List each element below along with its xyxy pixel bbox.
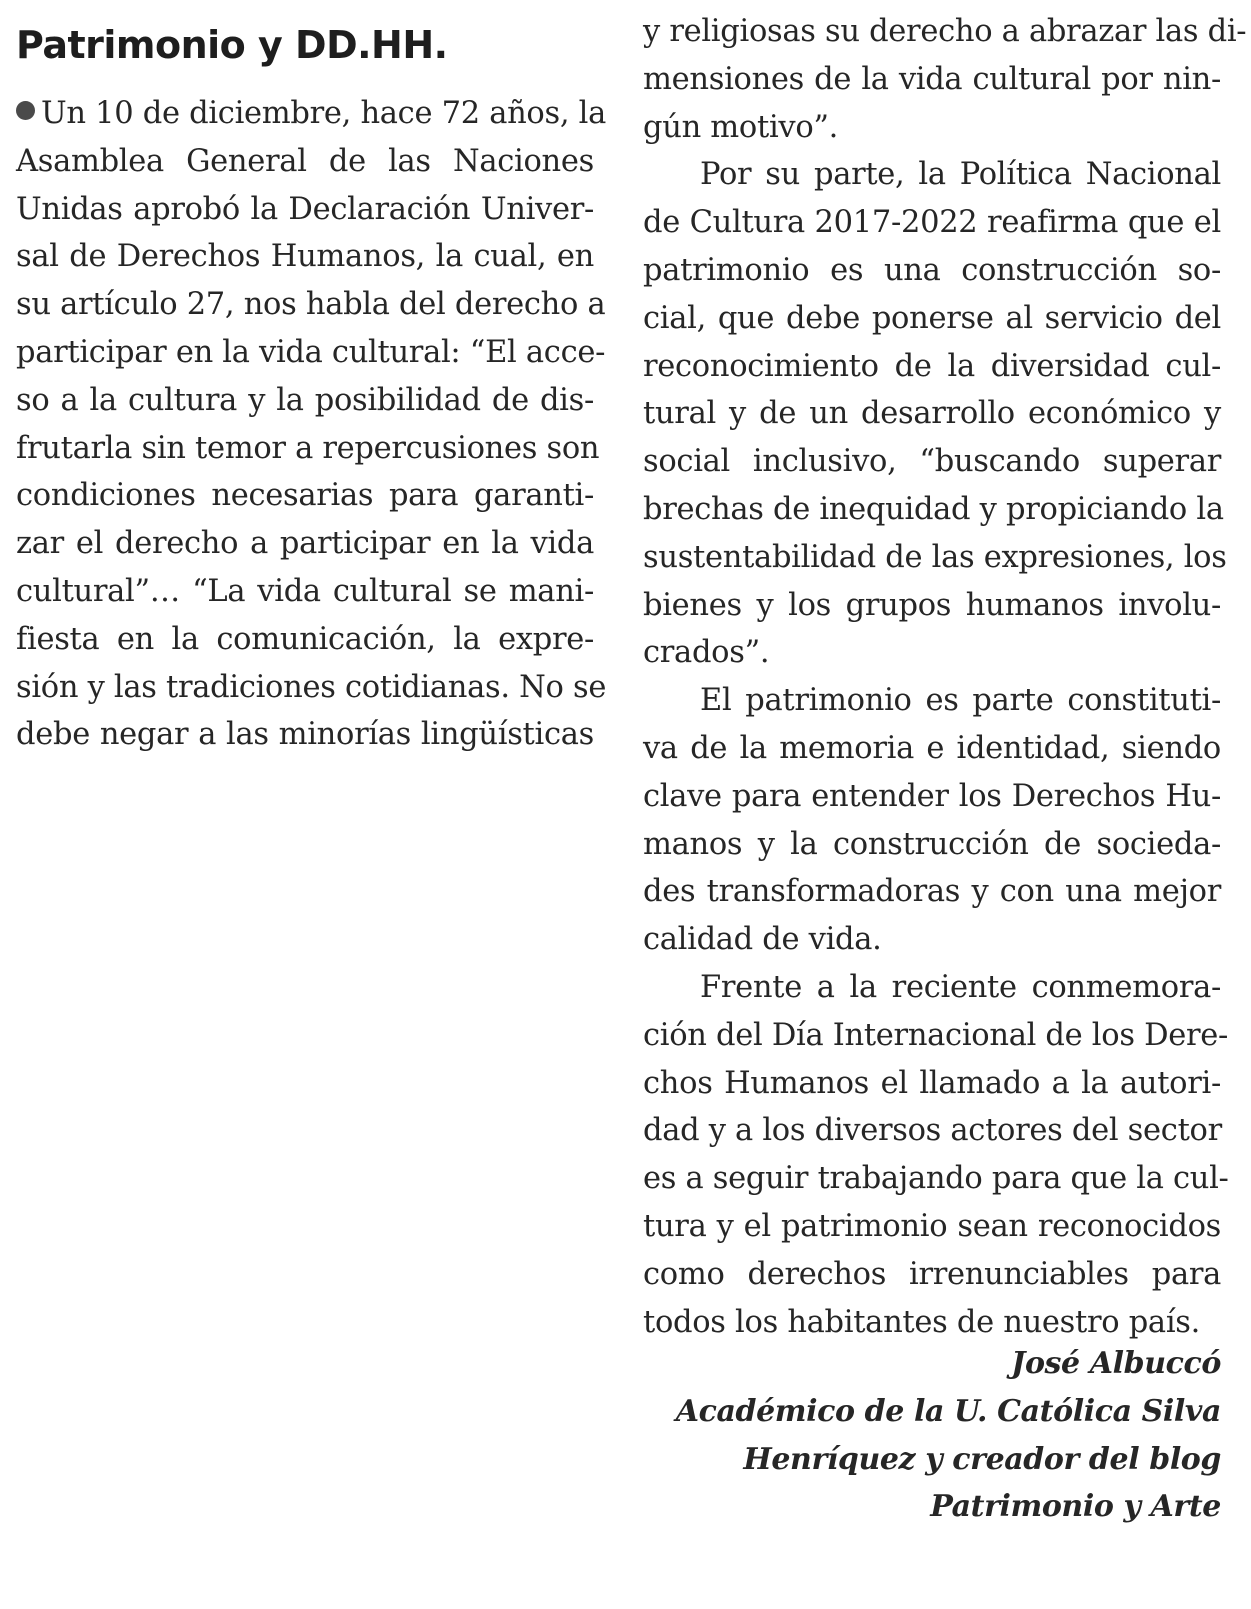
author-signature [643, 1340, 1221, 1531]
text-line-content: Asamblea General de las Naciones [16, 143, 594, 179]
text-line [16, 520, 594, 568]
text-line [643, 534, 1227, 582]
text-line [16, 233, 594, 281]
text-line [643, 1012, 1229, 1060]
text-line [16, 616, 594, 664]
text-line [643, 199, 1221, 247]
text-line [643, 1060, 1221, 1108]
text-line [643, 1107, 1221, 1155]
text-line-content: brechas de inequidad y propiciando la [643, 491, 1224, 527]
text-line [643, 1155, 1229, 1203]
text-line-content: clave para entender los Derechos Hu- [643, 778, 1221, 814]
text-line-content: Un 10 de diciembre, hace 72 años, la [41, 96, 606, 131]
text-line [16, 90, 606, 138]
text-line-content: tura y el patrimonio sean reconocidos [643, 1208, 1221, 1244]
text-line [643, 773, 1221, 821]
text-line [643, 151, 1221, 199]
text-line-content: Unidas aprobó la Declaración Univer- [16, 191, 594, 227]
bullet-icon [16, 101, 35, 120]
text-line [16, 711, 594, 759]
text-line-content: fiesta en la comunicación, la expre- [16, 621, 594, 657]
signature-line: José Albuccó [1011, 1346, 1221, 1381]
text-line-content: zar el derecho a participar en la vida [16, 526, 594, 562]
text-line [16, 568, 594, 616]
text-line [643, 677, 1221, 725]
text-line [643, 725, 1221, 773]
text-line-content: Frente a la reciente conmemora- [700, 969, 1221, 1005]
text-line [16, 472, 594, 520]
text-line [643, 295, 1221, 343]
text-line [16, 425, 600, 473]
text-line [16, 186, 594, 234]
text-line-content: sal de Derechos Humanos, la cual, en [16, 239, 594, 275]
signature-line: Académico de la U. Católica Silva [675, 1393, 1221, 1429]
text-line-content: chos Humanos el llamado a la autori- [643, 1065, 1221, 1101]
text-line-content: El patrimonio es parte constituti- [700, 683, 1221, 719]
left-column [16, 90, 607, 759]
text-line [643, 104, 1221, 152]
text-line [16, 329, 606, 377]
text-line-content: Por su parte, la Política Nacional [700, 157, 1221, 193]
signature-line: Patrimonio y Arte [930, 1489, 1221, 1525]
text-line-content: todos los habitantes de nuestro país. [643, 1304, 1201, 1340]
text-line-content: su artículo 27, nos habla del derecho a [16, 287, 606, 323]
text-line [643, 582, 1221, 630]
text-line-content: como derechos irrenunciables para [643, 1256, 1221, 1292]
text-line [643, 821, 1221, 869]
text-line-content: des transformadoras y con una mejor [643, 874, 1221, 910]
text-line-content: reconocimiento de la diversidad cul- [643, 348, 1221, 384]
text-line-content: condiciones necesarias para garanti- [16, 478, 594, 514]
text-line [643, 438, 1221, 486]
text-line-content: patrimonio es una construcción so- [643, 252, 1221, 288]
text-line [643, 1203, 1221, 1251]
text-line-content: cial, que debe ponerse al servicio del [643, 300, 1221, 336]
text-line-content: dad y a los diversos actores del sector [643, 1113, 1222, 1149]
text-line [16, 377, 594, 425]
text-line-content: calidad de vida. [643, 922, 882, 958]
text-line-content: debe negar a las minorías lingüísticas [16, 717, 594, 753]
text-line-content: social inclusivo, “buscando superar [643, 444, 1221, 480]
text-line [643, 247, 1221, 295]
text-line-content: crados”. [643, 635, 770, 671]
text-line-content: gún motivo”. [643, 109, 839, 145]
text-line [643, 916, 1221, 964]
text-line [16, 281, 606, 329]
signature-line: Henríquez y creador del blog [743, 1441, 1221, 1477]
text-line-content: ción del Día Internacional de los Dere- [643, 1017, 1229, 1053]
text-line-content: y religiosas su derecho a abrazar las di- [643, 14, 1247, 49]
text-line-content: participar en la vida cultural: “El acce- [16, 334, 606, 370]
text-line [643, 629, 1221, 677]
right-column [643, 8, 1247, 1346]
text-line-content: so a la cultura y la posibilidad de dis- [16, 382, 594, 418]
text-line [643, 964, 1221, 1012]
text-line-content: cultural”… “La vida cultural se mani- [16, 573, 594, 609]
text-line-content: sustentabilidad de las expresiones, los [643, 539, 1227, 575]
text-line [16, 138, 594, 186]
article-title: Patrimonio y DD.HH. [16, 23, 448, 67]
text-line-content: mensiones de la vida cultural por nin- [643, 61, 1221, 97]
text-line [643, 868, 1221, 916]
text-line-content: va de la memoria e identidad, siendo [643, 730, 1221, 766]
text-line [16, 664, 607, 712]
text-line-content: manos y la construcción de socieda- [643, 826, 1221, 862]
text-line-content: sión y las tradiciones cotidianas. No se [16, 669, 607, 705]
text-line-content: bienes y los grupos humanos involu- [643, 587, 1221, 623]
text-line [643, 390, 1221, 438]
text-line [643, 343, 1221, 391]
text-line [643, 1251, 1221, 1299]
text-line-content: frutarla sin temor a repercusiones son [16, 430, 600, 466]
text-line [643, 8, 1247, 56]
text-line-content: tural y de un desarrollo económico y [643, 396, 1221, 432]
text-line-content: es a seguir trabajando para que la cul- [643, 1161, 1229, 1197]
text-line [643, 56, 1221, 104]
text-line-content: de Cultura 2017-2022 reafirma que el [643, 205, 1221, 241]
text-line [643, 486, 1224, 534]
